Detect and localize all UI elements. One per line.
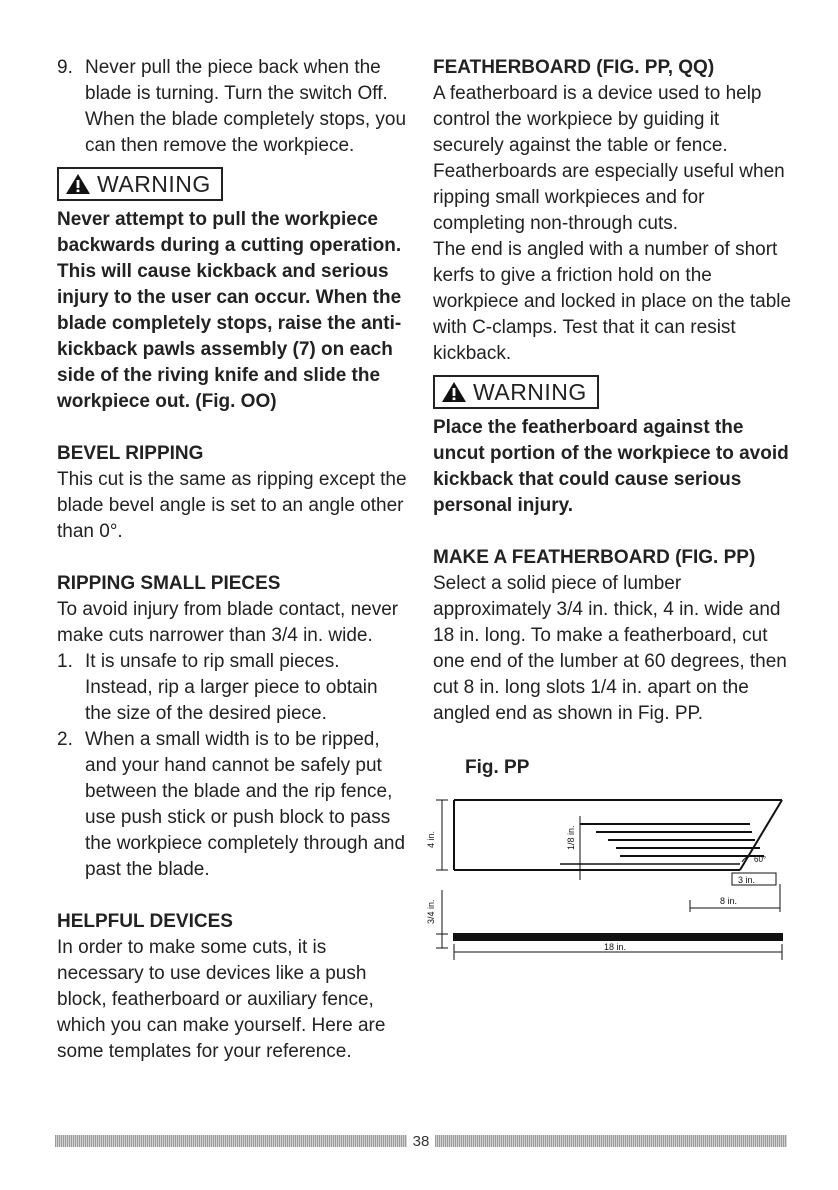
item-text: When a small width is to be ripped, and your hand cannot be safely put between the blade and the rip fence, use push stick or push block to pass the workpiece completely through and past the blade. [85, 729, 406, 880]
dim-3in: 3 in. [738, 875, 756, 885]
item-text: It is unsafe to rip small pieces. Instead, rip a larger piece to obtain the size of the desired piece. [85, 651, 378, 724]
warning-label-text: WARNING [97, 171, 211, 197]
figure-label: Fig. PP [465, 757, 530, 778]
dim-34in: 3/4 in. [426, 899, 436, 924]
section-heading-bevel-ripping: BEVEL RIPPING [57, 443, 204, 464]
footer-band-right [435, 1135, 787, 1147]
board-top-view [436, 800, 782, 880]
page-footer [55, 1134, 787, 1148]
list-item [57, 649, 407, 727]
dim-angle: 60° [754, 855, 767, 864]
warning-triangle-icon [441, 381, 467, 403]
page-number: 38 [412, 1132, 430, 1150]
dim-18in: 18 in. [604, 942, 627, 952]
warning-label [433, 375, 599, 409]
dim-4in: 4 in. [426, 830, 436, 848]
warning-triangle-icon [65, 173, 91, 195]
section-heading-make-featherboard: MAKE A FEATHERBOARD (FIG. PP) [433, 547, 756, 568]
item-number: 9. [57, 57, 73, 78]
list-item [57, 727, 407, 883]
dim-slot-width: 1/8 in. [566, 825, 576, 850]
make-featherboard-text: Select a solid piece of lumber approximately 3/4 in. thick, 4 in. wide and 18 in. long. To make a featherboard, cut one end of the lumber at 60 degrees, then cut 8 in. long slots 1/4 in. apart on the angled end as shown in Fig. PP. [433, 573, 787, 724]
warning-text: Place the featherboard against the uncut portion of the workpiece to avoid kickback that could cause serious personal injury. [433, 417, 789, 516]
warning-label-text: WARNING [473, 379, 587, 405]
helpful-devices-text: In order to make some cuts, it is necessary to use devices like a push block, featherboard or auxiliary fence, which you can make yourself. Here are some templates for your reference. [57, 937, 386, 1062]
right-column [433, 55, 793, 781]
featherboard-text-1: A featherboard is a device used to help control the workpiece by guiding it securely against the table or fence. Featherboards are especially useful when ripping small workpieces and for completing non-through cuts. [433, 83, 785, 234]
section-heading-ripping-small-pieces: RIPPING SMALL PIECES [57, 573, 281, 594]
featherboard-text-2: The end is angled with a number of short kerfs to give a friction hold on the workpiece and locked in place on the table with C-clamps. Test that it can resist kickback. [433, 239, 792, 364]
featherboard-diagram [420, 770, 790, 970]
section-heading-featherboard: FEATHERBOARD (FIG. PP, QQ) [433, 57, 715, 78]
section-heading-helpful-devices: HELPFUL DEVICES [57, 911, 233, 932]
item-number: 1. [57, 651, 73, 672]
warning-text: Never attempt to pull the workpiece backwards during a cutting operation. This will cause kickback and serious injury to the user can occur. When the blade completely stops, raise the anti-kickback pawls assembly (7) on each side of the riving knife and slide the workpiece out. (Fig. OO) [57, 209, 402, 412]
item-text: Never pull the piece back when the blade is turning. Turn the switch Off. When the blade completely stops, you can then remove the workpiece. [85, 57, 407, 156]
ripping-small-pieces-text: To avoid injury from blade contact, never make cuts narrower than 3/4 in. wide. [57, 599, 399, 646]
left-column [57, 55, 407, 1065]
item-number: 2. [57, 729, 73, 750]
warning-label [57, 167, 223, 201]
footer-band-left [55, 1135, 407, 1147]
list-item-9 [57, 55, 407, 159]
dim-8in: 8 in. [720, 896, 738, 906]
bevel-ripping-text: This cut is the same as ripping except the blade bevel angle is set to an angle other than 0°. [57, 469, 407, 542]
